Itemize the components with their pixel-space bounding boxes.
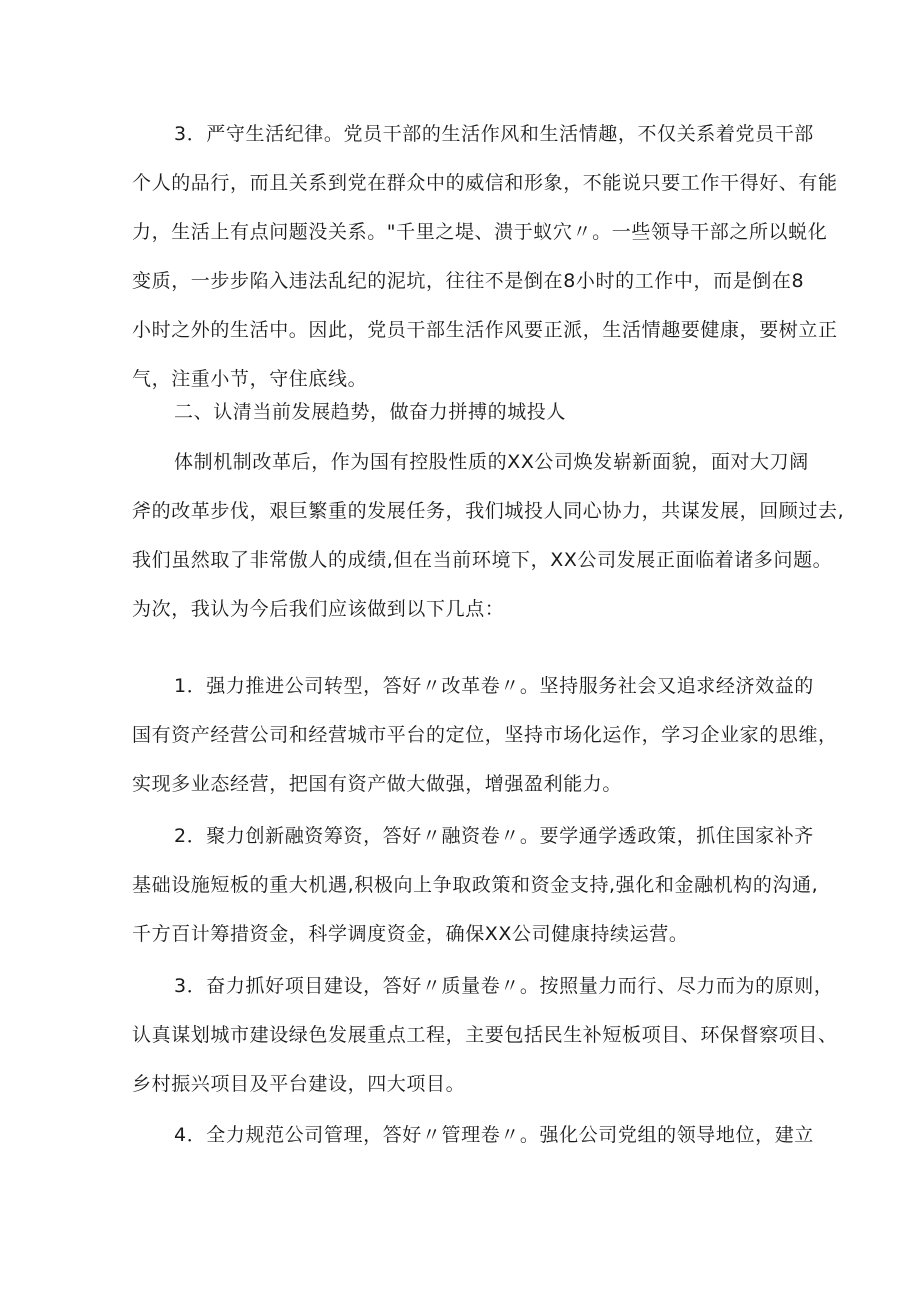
text-line: 1．强力推进公司转型，答好〃改革卷〃。坚持服务社会又追求经济效益的	[174, 675, 814, 697]
paragraph-life-discipline	[132, 110, 838, 404]
text-line: 2．聚力创新融资筹资，答好〃融资卷〃。要学通学透政策，抓住国家补齐	[174, 825, 814, 847]
text-line: 为次，我认为今后我们应该做到以下几点：	[132, 598, 505, 620]
text-line: 3．严守生活纪律。党员干部的生活作风和生活情趣，不仅关系着党员干部	[174, 123, 814, 145]
text-line: 斧的改革步伐，艰巨繁重的发展任务，我们城投人同心协力，共谋发展，回顾过去,	[132, 500, 845, 522]
text-line: 千方百计筹措资金，科学调度资金，确保XX公司健康持续运营。	[132, 923, 689, 945]
section-heading	[132, 388, 804, 437]
text-line: 认真谋划城市建设绿色发展重点工程，主要包括民生补短板项目、环保督察项目、	[132, 1024, 838, 1046]
text-line: 力，生活上有点问题没关系。"千里之堤、溃于蚁穴〃。一些领导干部之所以蜕化	[132, 221, 828, 243]
paragraph-item-3	[132, 962, 838, 1109]
text-line: 我们虽然取了非常傲人的成绩,但在当前环境下，XX公司发展正面临着诸多问题。	[132, 549, 833, 571]
text-line: 气，注重小节，守住底线。	[132, 368, 368, 390]
text-line: 个人的品行，而且关系到党在群众中的威信和形象，不能说只要工作干得好、有能	[132, 172, 838, 194]
text-line: 实现多业态经营，把国有资产做大做强，增强盈利能力。	[132, 773, 623, 795]
text-line: 小时之外的生活中。因此，党员干部生活作风要正派，生活情趣要健康，要树立正	[132, 319, 838, 341]
text-line: 国有资产经营公司和经营城市平台的定位，坚持市场化运作，学习企业家的思维，	[132, 724, 838, 746]
text-line: 4．全力规范公司管理，答好〃管理卷〃。强化公司党组的领导地位，建立	[174, 1124, 814, 1146]
text-line: 基础设施短板的重大机遇,积极向上争取政策和资金支持,强化和金融机构的沟通,	[132, 874, 819, 896]
paragraph-item-1	[132, 662, 838, 809]
heading-line: 二、认清当前发展趋势，做奋力拼搏的城投人	[174, 401, 567, 423]
text-line: 乡村振兴项目及平台建设，四大项目。	[132, 1073, 466, 1095]
text-line: 变质，一步步陷入违法乱纪的泥坑，往往不是倒在8小时的工作中，而是倒在8	[132, 270, 805, 292]
text-line: 3．奋力抓好项目建设，答好〃质量卷〃。按照量力而行、尽力而为的原则，	[174, 975, 834, 997]
paragraph-item-2	[132, 812, 819, 959]
paragraph-item-4	[132, 1111, 814, 1160]
paragraph-reform-intro	[132, 438, 845, 634]
text-line: 体制机制改革后，作为国有控股性质的XX公司焕发崭新面貌，面对大刀阔	[174, 451, 809, 473]
